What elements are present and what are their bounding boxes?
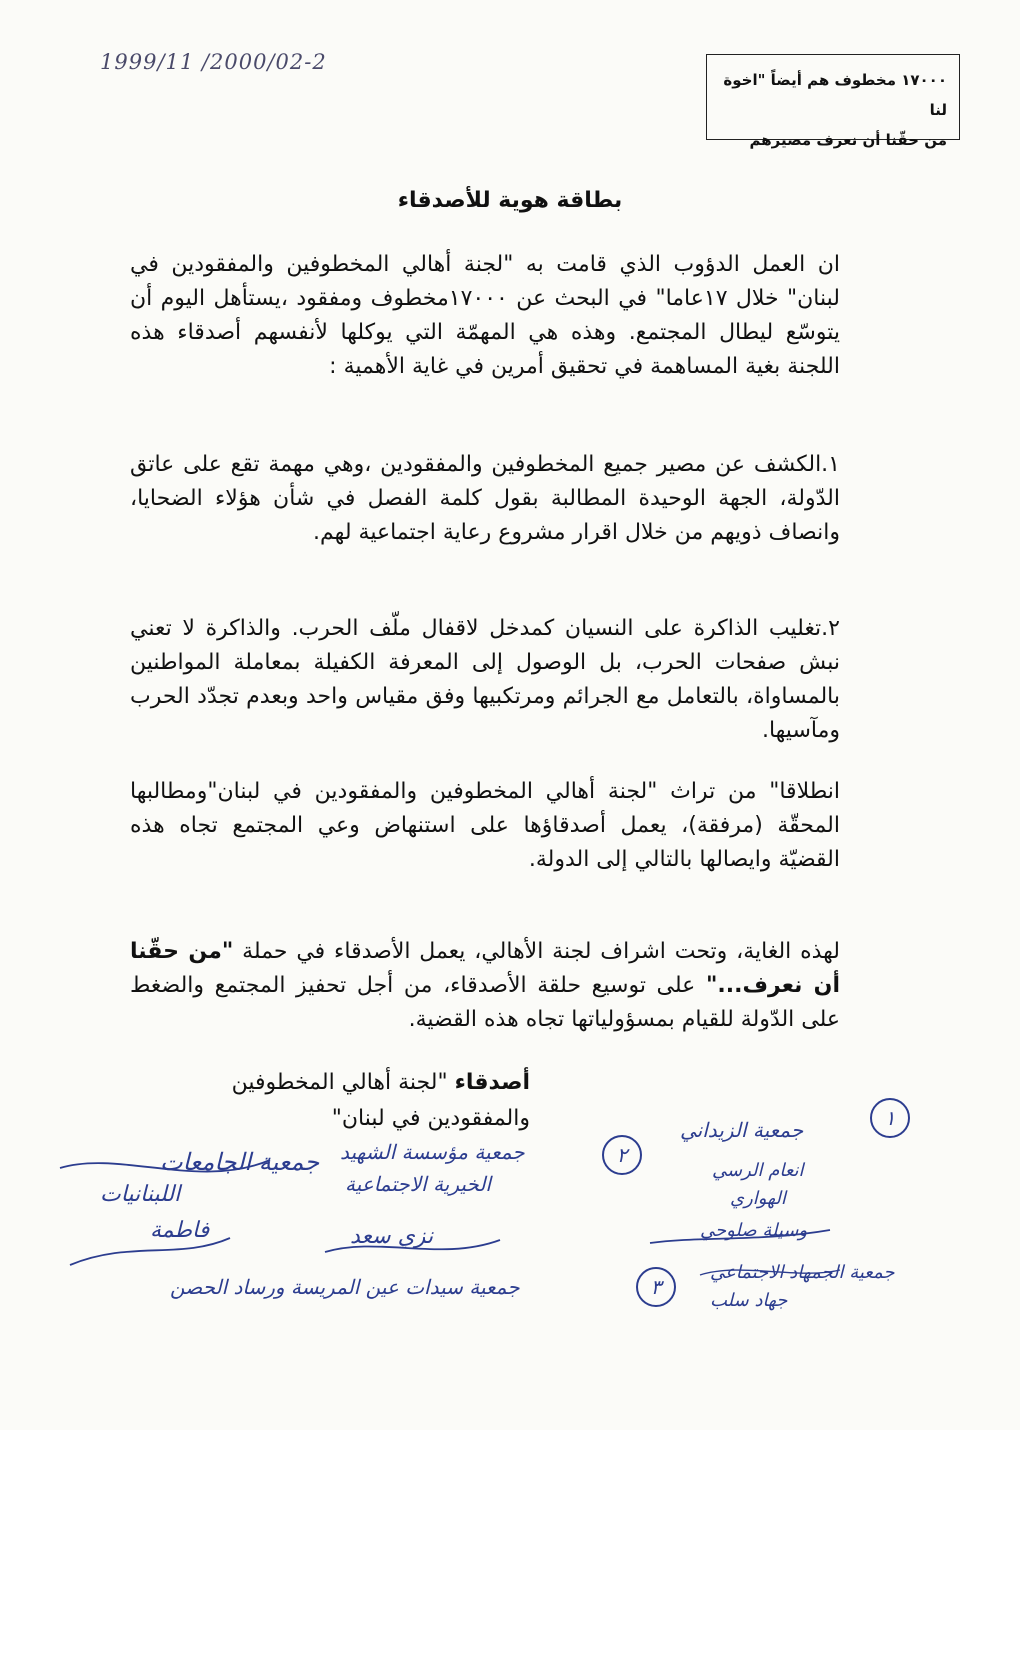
handwritten-reference: 1999/11 /2000/02-2 bbox=[100, 50, 327, 74]
intro-paragraph: ان العمل الدؤوب الذي قامت به "لجنة أهالي المخطوفين والمفقودين في لبنان" خلال ١٧عاما" في البحث عن ١٧٠٠٠مخطوف ومفقود ،يستأهل اليوم أن يتوسّع ليطال المجتمع. وهذه هي المهمّة التي يوكلها لأنفسهم أصدقاء هذه اللجنة بغية المساهمة في تحقيق أمرين في غاية الأهمية : bbox=[130, 252, 840, 379]
handwritten-signature-7: نزي سعد bbox=[350, 1224, 434, 1249]
point-2-paragraph: ٢.تغليب الذاكرة على النسيان كمدخل لاقفال ملّف الحرب. والذاكرة لا تعني نبش صفحات الحرب، بل الوصول إلى المعرفة الكفيلة بمعاملة المواطنين بالمساواة، بالتعامل مع الجرائم ومرتكبيها وفق مقياس واحد وبعدم تجدّد الحرب ومآسيها. bbox=[130, 616, 840, 743]
signature-line-2: والمفقودين في لبنان" bbox=[331, 1106, 530, 1131]
handwritten-signature-3: الهواري bbox=[730, 1188, 786, 1209]
handwritten-circle-1: ١ bbox=[870, 1098, 910, 1138]
slogan-line-1: ١٧٠٠٠ مخطوف هم أيضاً "اخوة لنا bbox=[723, 71, 947, 119]
point-1-paragraph: ١.الكشف عن مصير جميع المخطوفين والمفقودين ،وهي مهمة تقع على عاتق الدّولة، الجهة الوحيدة المطالبة بقول كلمة الفصل في شأن هؤلاء الضحايا، وانصاف ذويهم من خلال اقرار مشروع رعاية اجتماعية لهم. bbox=[130, 452, 840, 545]
handwritten-signature-13: جمعية سيدات عين المريسة ورساد الحصن bbox=[170, 1275, 520, 1299]
paragraph-heritage: انطلاقا" من تراث "لجنة أهالي المخطوفين والمفقودين في لبنان"ومطالبها المحقّة (مرفقة)، يعمل أصدقاؤها على استنهاض وعي المجتمع تجاه هذه القضيّة وايصالها بالتالي إلى الدولة. bbox=[130, 779, 840, 872]
handwritten-circle-3: ٣ bbox=[636, 1267, 676, 1307]
signature-rest: "لجنة أهالي المخطوفين bbox=[231, 1070, 455, 1095]
slogan-line-2: من حقّنا أن نعرف مصيرهم bbox=[749, 131, 947, 149]
handwritten-signature-4: وسيلة صلوحي bbox=[700, 1220, 808, 1241]
signature-lead: أصدقاء bbox=[454, 1070, 530, 1095]
campaign-text-before: لهذه الغاية، وتحت اشراف لجنة الأهالي، يعمل الأصدقاء في حملة bbox=[233, 939, 840, 964]
handwritten-signature-11: جمعية الجمهاد الاجتماعي bbox=[710, 1262, 895, 1283]
handwritten-signature-12: جهاد سلب bbox=[710, 1290, 788, 1311]
handwritten-signature-9: اللبنانيات bbox=[100, 1182, 181, 1207]
handwritten-signature-2: انعام الرسي bbox=[712, 1160, 804, 1181]
handwritten-circle-2: ٢ bbox=[602, 1135, 642, 1175]
handwritten-signature-1: جمعية الزيداني bbox=[680, 1118, 804, 1142]
handwritten-signature-8: جمعية الجامعات bbox=[160, 1148, 320, 1176]
campaign-text-after: على توسيع حلقة الأصدقاء، من أجل تحفيز المجتمع والضغط على الدّولة للقيام بمسؤولياتها تجاه هذه القضية. bbox=[130, 973, 840, 1032]
handwritten-signature-6: الخيرية الاجتماعية bbox=[345, 1172, 491, 1196]
document-title: بطاقة هوية للأصدقاء bbox=[397, 188, 623, 213]
campaign-name: "من حقّنا أن نعرف..." bbox=[130, 939, 840, 998]
handwritten-signature-10: فاطمة bbox=[150, 1218, 210, 1243]
handwritten-signature-5: جمعية مؤسسة الشهيد bbox=[340, 1140, 525, 1164]
